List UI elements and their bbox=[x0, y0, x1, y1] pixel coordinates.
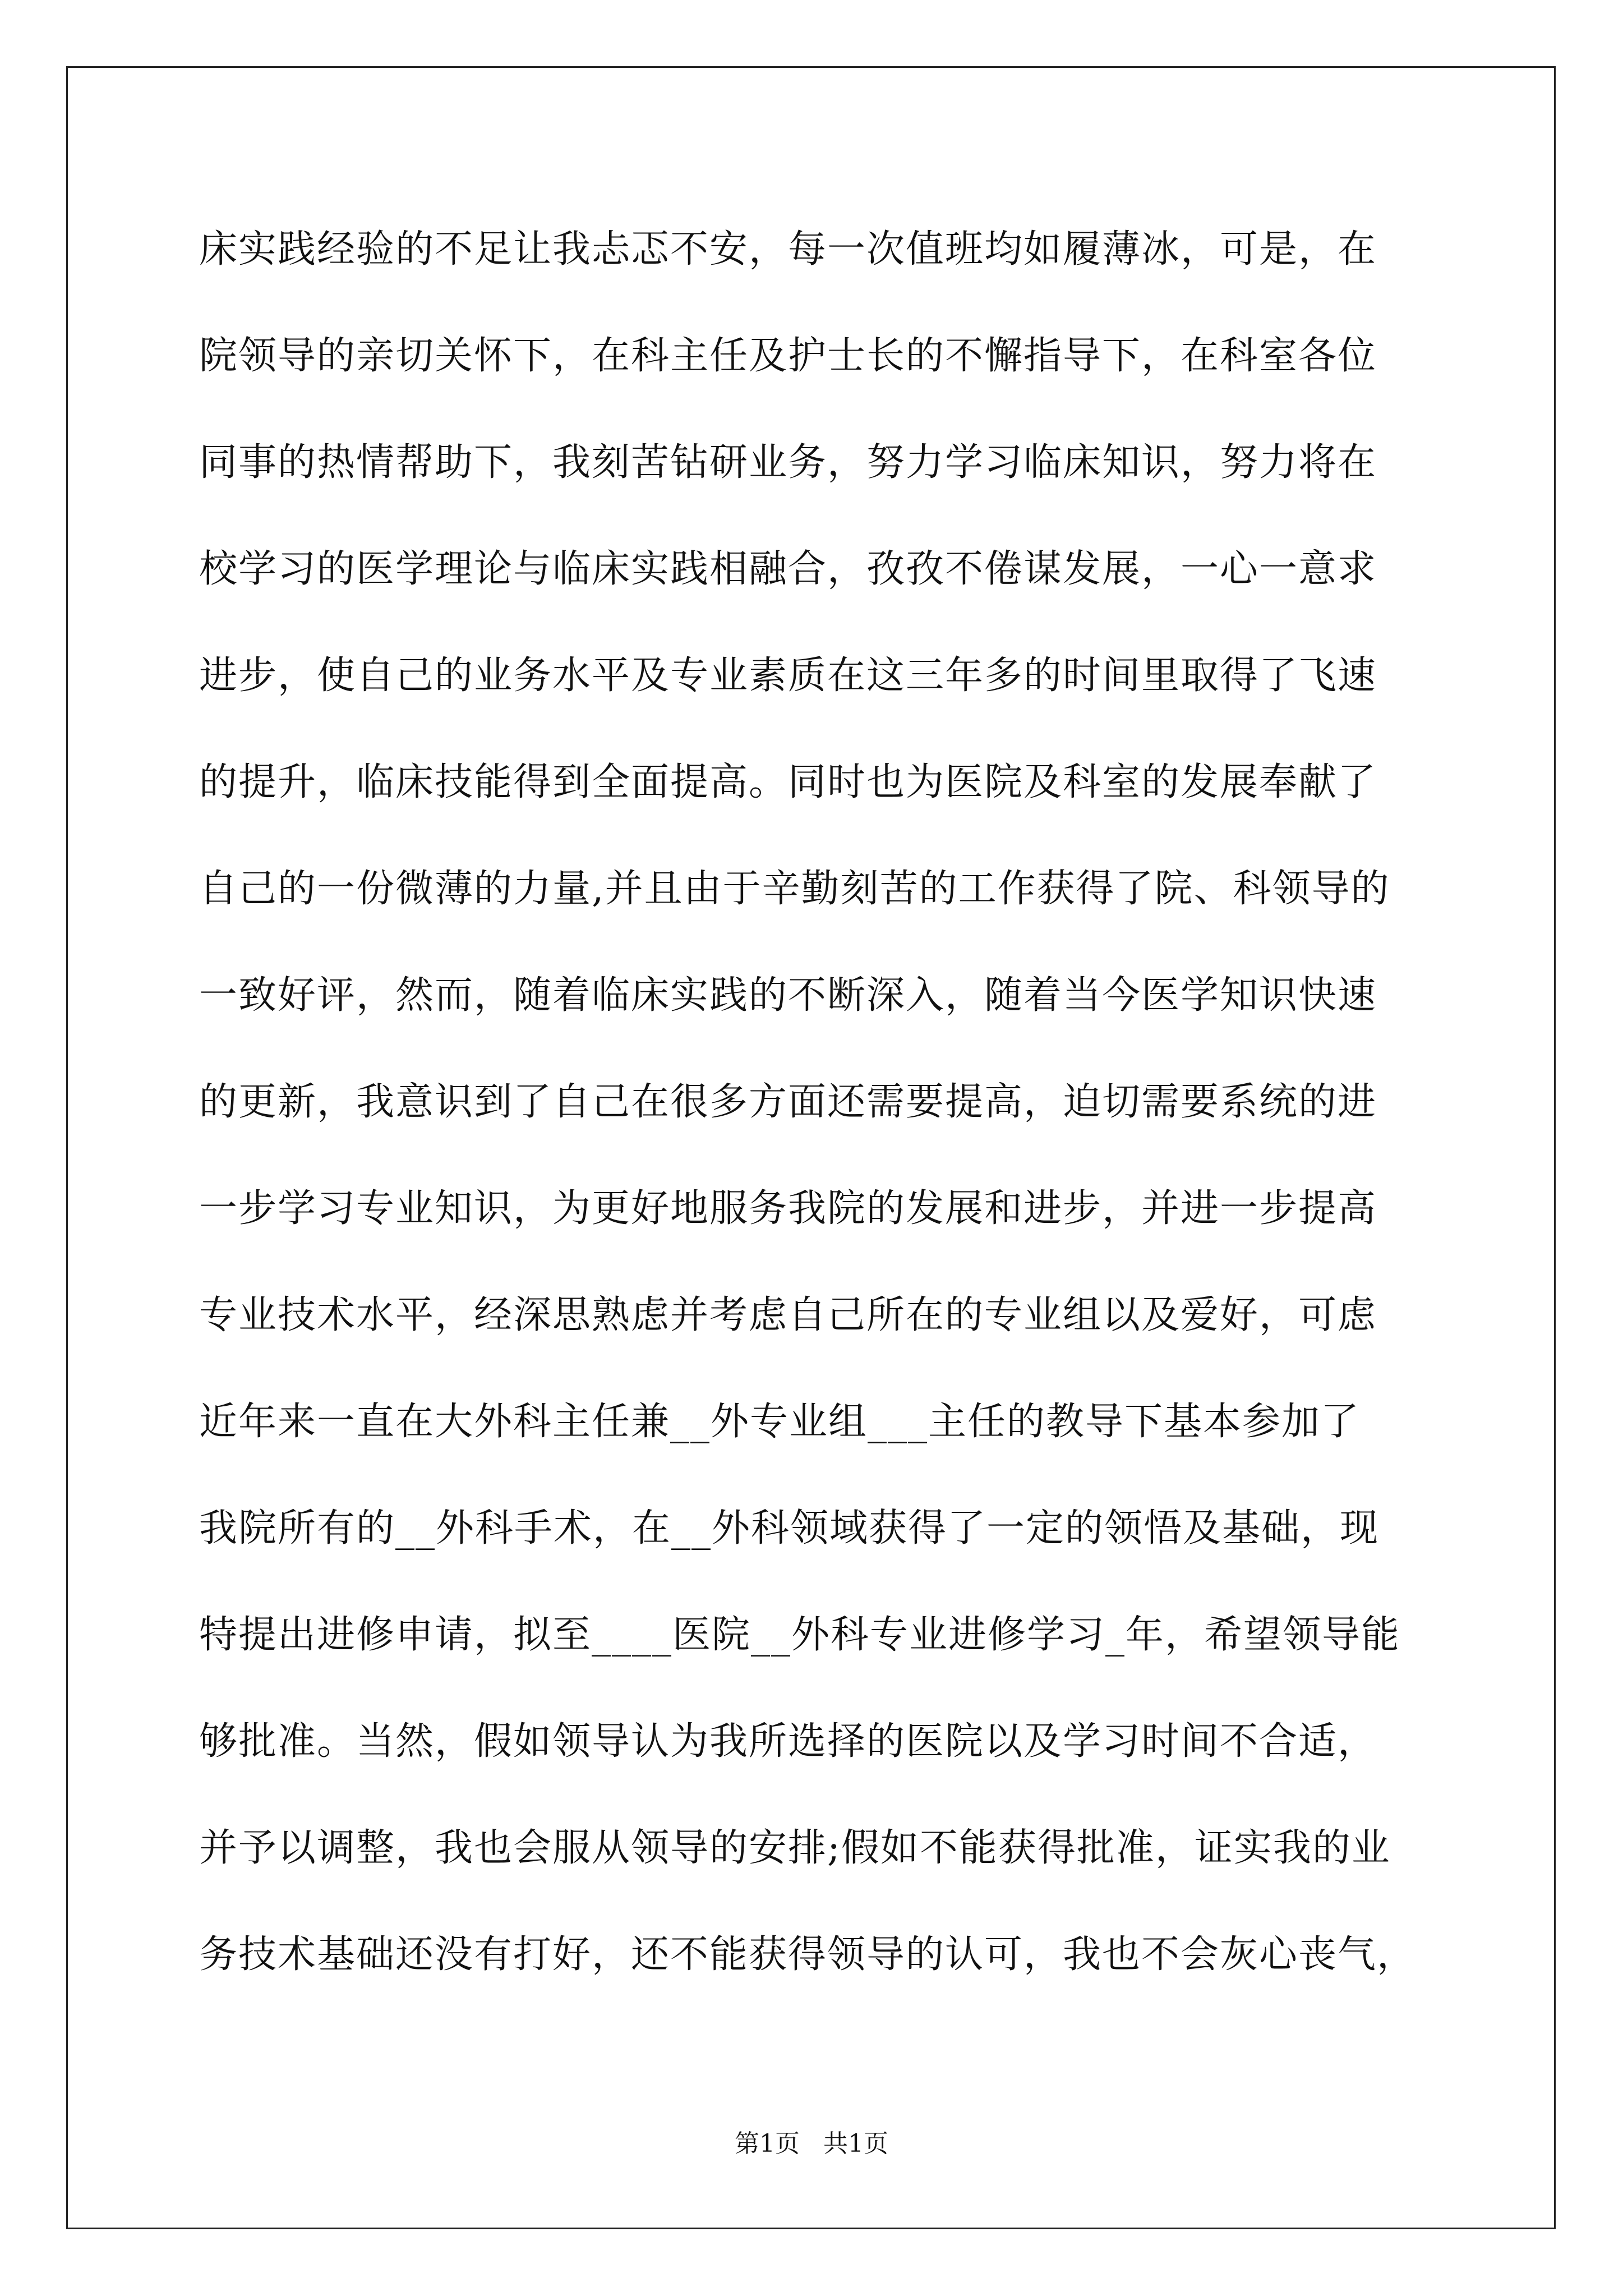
text-line-15: 够批准。当然，假如领导认为我所选择的医院以及学习时间不合适， bbox=[199, 1719, 1377, 1764]
page-footer bbox=[0, 2123, 1623, 2159]
text-line-11: 专业技术水平，经深思熟虑并考虑自己所在的专业组以及爱好，可虑 bbox=[199, 1293, 1377, 1337]
page-number: 第1页 bbox=[735, 2129, 800, 2158]
page-total: 共1页 bbox=[823, 2129, 888, 2158]
text-line-2: 院领导的亲切关怀下，在科主任及护士长的不懈指导下，在科室各位 bbox=[199, 334, 1377, 378]
text-line-7: 自己的一份微薄的力量,并且由于辛勤刻苦的工作获得了院、科领导的 bbox=[199, 867, 1390, 911]
text-line-4: 校学习的医学理论与临床实践相融合，孜孜不倦谋发展，一心一意求 bbox=[199, 547, 1377, 591]
text-line-16: 并予以调整，我也会服从领导的安排;假如不能获得批准，证实我的业 bbox=[199, 1826, 1391, 1870]
text-line-17: 务技术基础还没有打好，还不能获得领导的认可，我也不会灰心丧气， bbox=[199, 1932, 1417, 1977]
text-line-12: 近年来一直在大外科主任兼__外专业组___主任的教导下基本参加了 bbox=[199, 1400, 1361, 1444]
text-line-8: 一致好评，然而，随着临床实践的不断深入，随着当今医学知识快速 bbox=[199, 973, 1377, 1018]
text-line-6: 的提升，临床技能得到全面提高。同时也为医院及科室的发展奉献了 bbox=[199, 760, 1377, 804]
text-line-3: 同事的热情帮助下，我刻苦钻研业务，努力学习临床知识，努力将在 bbox=[199, 440, 1377, 485]
text-line-9: 的更新，我意识到了自己在很多方面还需要提高，迫切需要系统的进 bbox=[199, 1080, 1377, 1124]
text-line-14: 特提出进修申请，拟至____医院__外科专业进修学习_年，希望领导能 bbox=[199, 1613, 1401, 1657]
text-line-13: 我院所有的__外科手术，在__外科领域获得了一定的领悟及基础，现 bbox=[199, 1506, 1380, 1550]
text-line-10: 一步学习专业知识，为更好地服务我院的发展和进步，并进一步提高 bbox=[199, 1186, 1377, 1231]
text-line-5: 进步，使自己的业务水平及专业素质在这三年多的时间里取得了飞速 bbox=[199, 654, 1377, 698]
text-line-1: 床实践经验的不足让我忐忑不安，每一次值班均如履薄冰，可是，在 bbox=[199, 227, 1377, 272]
document-body bbox=[199, 222, 1433, 2033]
